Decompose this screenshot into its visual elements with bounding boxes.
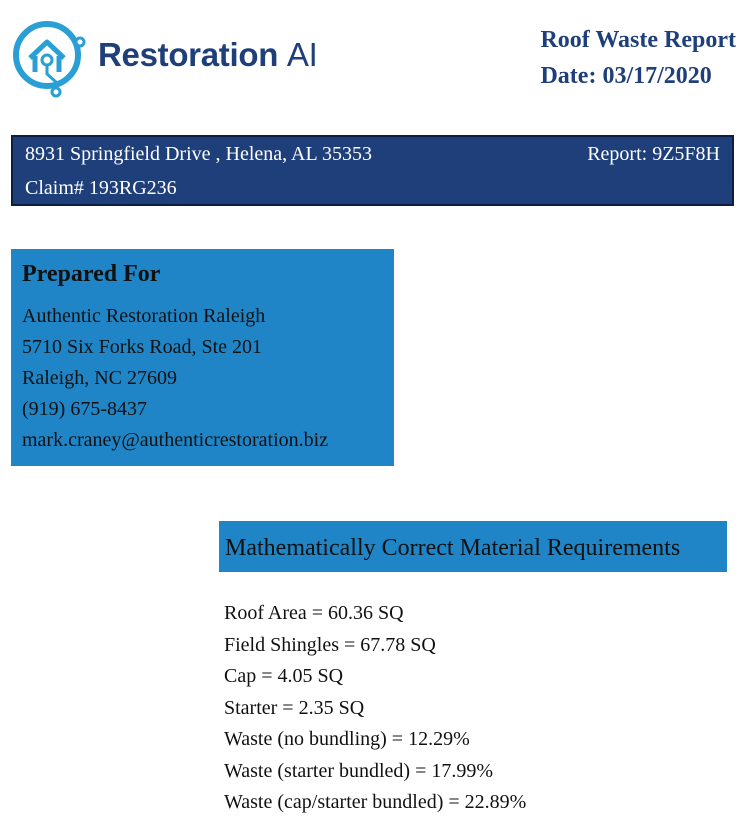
list-item: Waste (cap/starter bundled) = 22.89%: [224, 791, 527, 813]
company-name: Authentic Restoration Raleigh: [22, 305, 266, 327]
report-title: Roof Waste Report: [540, 27, 736, 53]
property-bar: [11, 135, 734, 206]
report-header: [540, 22, 736, 94]
property-address: 8931 Springfield Drive , Helena, AL 35353: [25, 143, 372, 165]
company-logo: [10, 12, 318, 98]
claim-number: Claim# 193RG236: [25, 177, 177, 199]
email-address: mark.craney@authenticrestoration.biz: [22, 429, 329, 451]
list-item: Roof Area = 60.36 SQ: [224, 602, 404, 624]
house-circuit-icon: [10, 12, 86, 98]
list-item: Starter = 2.35 SQ: [224, 696, 365, 719]
list-item: Waste (no bundling) = 12.29%: [224, 728, 470, 750]
city-state-zip: Raleigh, NC 27609: [22, 367, 177, 389]
street-address: 5710 Six Forks Road, Ste 201: [22, 336, 263, 358]
brand-ai: AI: [286, 36, 318, 73]
prepared-for-heading: Prepared For: [22, 261, 161, 287]
report-date: Date: 03/17/2020: [540, 63, 712, 89]
list-item: Waste (starter bundled) = 17.99%: [224, 759, 494, 782]
report-id: Report: 9Z5F8H: [587, 143, 720, 165]
materials-heading: Mathematically Correct Material Requirements: [219, 521, 727, 572]
prepared-for-box: [11, 249, 394, 466]
list-item: Cap = 4.05 SQ: [224, 665, 344, 687]
brand-name: Restoration AI: [98, 36, 318, 73]
list-item: Field Shingles = 67.78 SQ: [224, 633, 436, 656]
materials-list: [224, 598, 526, 819]
phone-number: (919) 675-8437: [22, 398, 147, 420]
